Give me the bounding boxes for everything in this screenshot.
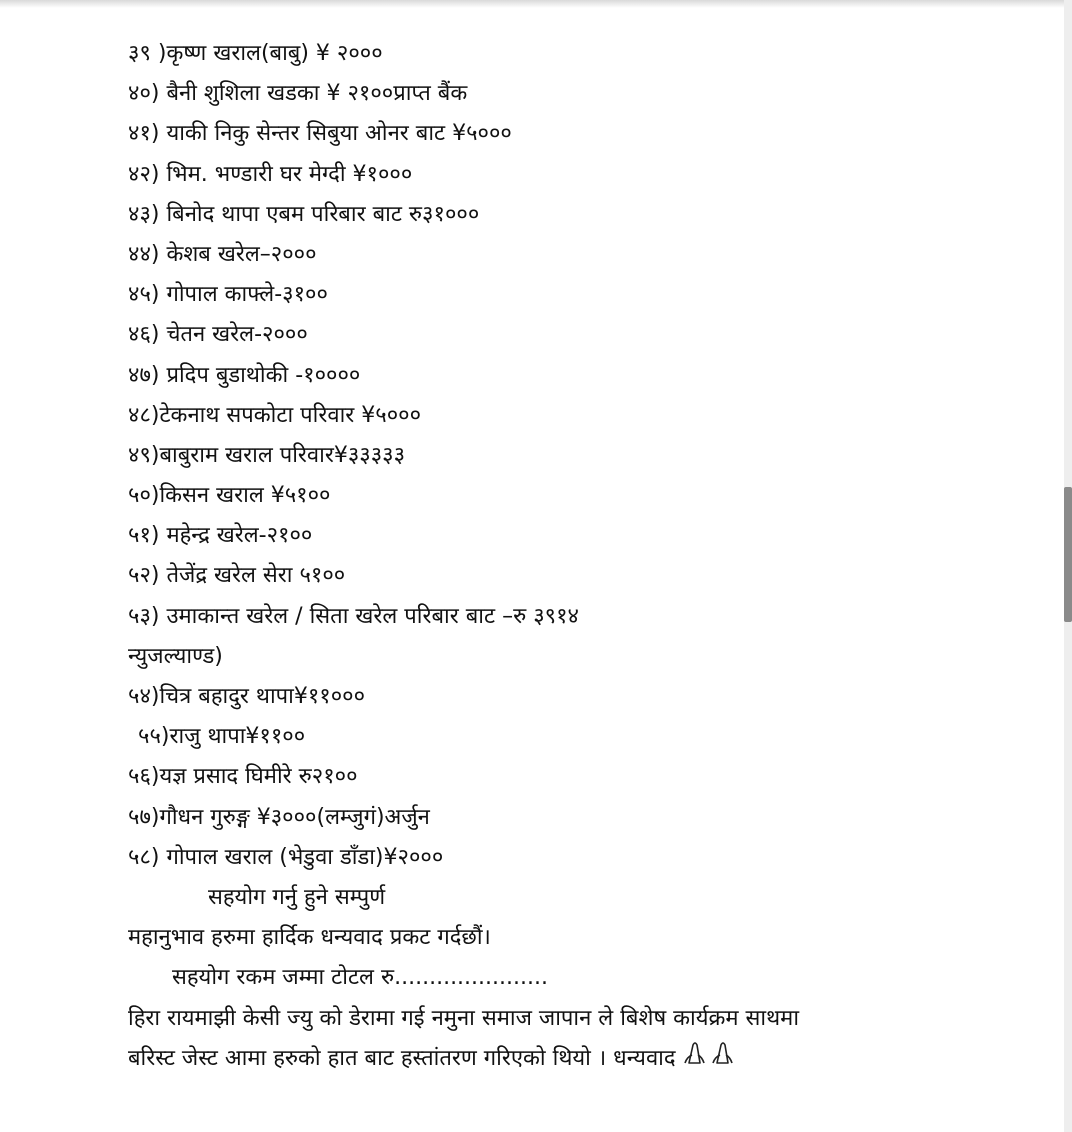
total-line: सहयोग रकम जम्मा टोटल रु......................	[172, 965, 548, 991]
entry-57: ५७)गौधन गुरुङ्ग ¥३०००(लम्जुगं)अर्जुन	[128, 804, 430, 830]
entry-49: ४९)बाबुराम खराल परिवार¥३३३३३	[128, 442, 406, 468]
thanks-line-2: महानुभाव हरुमा हार्दिक धन्यवाद प्रकट गर्दछौं।	[128, 925, 491, 951]
scrollbar-track[interactable]	[1064, 0, 1072, 1132]
entry-53: ५३) उमाकान्त खरेल / सिता खरेल परिबार बाट –रु ३९१४	[128, 603, 579, 629]
document-text	[128, 34, 1028, 1079]
closing-line-2: बरिस्ट जेस्ट आमा हरुको हात बाट हस्तांतरण गरिएको थियो । धन्यवाद	[128, 1045, 676, 1071]
entry-52: ५२) तेजेंद्र खरेल सेरा ५१००	[128, 563, 346, 589]
entry-45: ४५) गोपाल काफ्ले-३१००	[128, 282, 328, 308]
entry-51: ५१) महेन्द्र खरेल-२१००	[128, 523, 313, 549]
entry-50: ५०)किसन खराल ¥५१००	[128, 483, 331, 509]
entry-55: ५५)राजु थापा¥११००	[138, 724, 306, 750]
top-shadow	[0, 0, 1064, 8]
entry-43: ४३) बिनोद थापा एबम परिबार बाट रु३१०००	[128, 201, 480, 227]
entry-56: ५६)यज्ञ प्रसाद घिमीरे रु२१००	[128, 764, 358, 790]
closing-line-1: हिरा रायमाझी केसी ज्यु को डेरामा गई नमुना समाज जापान ले बिशेष कार्यक्रम साथमा	[128, 1005, 800, 1031]
scrollbar-thumb[interactable]	[1064, 487, 1072, 622]
entry-42: ४२) भिम. भण्डारी घर मेग्दी ¥१०००	[128, 161, 413, 187]
entry-48: ४८)टेकनाथ सपकोटा परिवार ¥५०००	[128, 402, 422, 428]
entry-44: ४४) केशब खरेल–२०००	[128, 241, 317, 267]
entry-41: ४१) याकी निकु सेन्तर सिबुया ओनर बाट ¥५०००	[128, 121, 512, 147]
entry-47: ४७) प्रदिप बुडाथोकी -१००००	[128, 362, 361, 388]
entry-54: ५४)चित्र बहादुर थापा¥११०००	[128, 684, 366, 709]
entry-39: ३९ )कृष्ण खराल(बाबु) ¥ २०००	[128, 41, 383, 66]
thanks-line-1: सहयोग गर्नु हुने सम्पुर्ण	[208, 884, 386, 910]
folded-hands-icon	[682, 1039, 738, 1079]
entry-53-continued: न्युजल्याण्ड)	[128, 643, 223, 669]
entry-40: ४०) बैनी शुशिला खडका ¥ २१००प्राप्त बैंक	[128, 81, 468, 107]
entry-46: ४६) चेतन खरेल-२०००	[128, 322, 308, 348]
entry-58: ५८) गोपाल खराल (भेडुवा डाँडा)¥२०००	[128, 844, 444, 870]
closing-line-2-row	[128, 1039, 1028, 1079]
